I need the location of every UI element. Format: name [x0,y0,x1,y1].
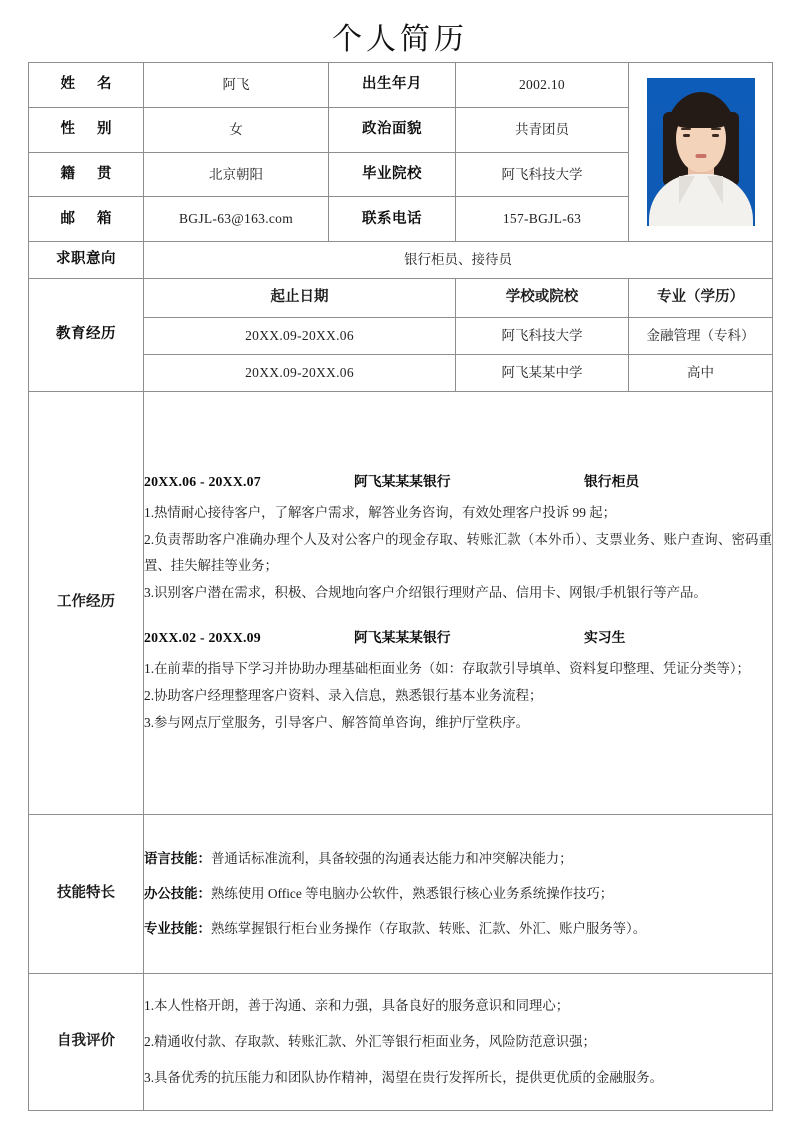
job-date: 20XX.02 - 20XX.09 [144,630,261,646]
job-duty: 2.协助客户经理整理客户资料、录入信息，熟悉银行基本业务流程； [144,688,543,704]
work-experience-body [144,392,773,815]
field-label-political: 政治面貌 [329,107,456,152]
photo-lips [696,154,707,158]
job-entry [144,469,772,606]
skill-key: 专业技能： [144,921,211,937]
field-value-political: 共青团员 [456,107,629,152]
photo-brow-right [711,128,721,130]
table-row-education-header [29,279,773,318]
table-row-skills [29,815,773,974]
page-title: 个人简历 [332,23,468,56]
job-entry [144,625,772,736]
photo-brow-left [681,128,691,130]
photo-eye-left [683,134,690,137]
field-value-school: 阿飞科技大学 [456,152,629,197]
field-value-email: BGJL-63@163.com [144,197,329,242]
education-col-header-date: 起止日期 [144,279,456,318]
photo-frame [629,63,773,241]
education-col-header-major: 专业（学历） [629,279,773,318]
photo-fringe [672,102,730,128]
field-value-phone: 157-BGJL-63 [456,197,629,242]
photo-eye-right [712,134,719,137]
field-label-birth: 出生年月 [329,63,456,108]
section-label-job-intent: 求职意向 [29,242,144,279]
field-label-email: 邮 箱 [29,197,144,242]
skill-key: 办公技能： [144,885,211,901]
section-label-education: 教育经历 [29,279,144,392]
avatar [629,63,773,242]
skills-body [144,815,773,974]
evaluation-line: 2.精通收付款、存取款、转账汇款、外汇等银行柜面业务，风险防范意识强； [144,1033,596,1049]
table-row-work-experience [29,392,773,815]
self-evaluation-body [144,974,773,1111]
field-value-gender: 女 [144,107,329,152]
section-label-skills: 技能特长 [29,815,144,974]
job-duty: 3.识别客户潜在需求，积极、合规地向客户介绍银行理财产品、信用卡、网银/手机银行等产品。 [144,584,707,600]
education-major: 高中 [629,355,773,392]
photo-collar-right [707,176,723,204]
job-role: 实习生 [584,630,626,646]
skill-line [144,846,772,872]
field-value-name: 阿飞 [144,63,329,108]
resume-table [28,62,773,1111]
skill-line [144,881,772,907]
skill-text: 普通话标准流利，具备较强的沟通表达能力和冲突解决能力； [210,850,573,866]
education-date: 20XX.09-20XX.06 [144,318,456,355]
field-value-birth: 2002.10 [456,63,629,108]
skill-text: 熟练使用 Office 等电脑办公软件，熟悉银行核心业务系统操作技巧； [210,885,614,901]
job-date: 20XX.06 - 20XX.07 [144,473,261,489]
education-school: 阿飞某某中学 [456,355,629,392]
skill-line [144,916,772,942]
field-value-hometown: 北京朝阳 [144,152,329,197]
education-major: 金融管理（专科） [629,318,773,355]
field-label-gender: 性 别 [29,107,144,152]
job-header [144,625,772,652]
job-duty: 1.热情耐心接待客户，了解客户需求，解答业务咨询，有效处理客户投诉 99 起； [144,504,617,520]
section-label-work-experience: 工作经历 [29,392,144,815]
job-role: 银行柜员 [584,473,640,489]
evaluation-line: 3.具备优秀的抗压能力和团队协作精神，渴望在贵行发挥所长，提供更优质的金融服务。 [144,1070,663,1086]
table-row [29,63,773,108]
education-col-header-school: 学校或院校 [456,279,629,318]
field-value-job-intent: 银行柜员、接待员 [144,242,773,279]
job-duty-list [144,656,772,736]
skill-text: 熟练掌握银行柜台业务操作（存取款、转账、汇款、外汇、账户服务等）。 [210,921,647,937]
id-photo [647,78,755,226]
job-duty-list [144,500,772,607]
field-label-phone: 联系电话 [329,197,456,242]
skill-key: 语言技能： [144,850,211,866]
job-duty: 2.负责帮助客户准确办理个人及对公客户的现金存取、转账汇款（本外币）、支票业务、账户查询、密码重置、挂失解挂等业务； [144,531,772,573]
section-label-self-evaluation: 自我评价 [29,974,144,1111]
field-label-name: 姓 名 [29,63,144,108]
education-school: 阿飞科技大学 [456,318,629,355]
photo-collar-left [679,176,695,204]
evaluation-line: 1.本人性格开朗，善于沟通、亲和力强，具备良好的服务意识和同理心； [144,997,570,1013]
table-row-job-intent [29,242,773,279]
job-header [144,469,772,496]
job-duty: 1.在前辈的指导下学习并协助办理基础柜面业务（如：存取款引导填单、资料复印整理、凭证分类等）； [144,660,750,676]
job-organization: 阿飞某某某银行 [354,630,451,646]
field-label-school: 毕业院校 [329,152,456,197]
field-label-hometown: 籍 贯 [29,152,144,197]
table-row-self-evaluation [29,974,773,1111]
education-date: 20XX.09-20XX.06 [144,355,456,392]
job-duty: 3.参与网点厅堂服务，引导客户、解答简单咨询，维护厅堂秩序。 [144,715,529,731]
job-organization: 阿飞某某某银行 [354,473,451,489]
